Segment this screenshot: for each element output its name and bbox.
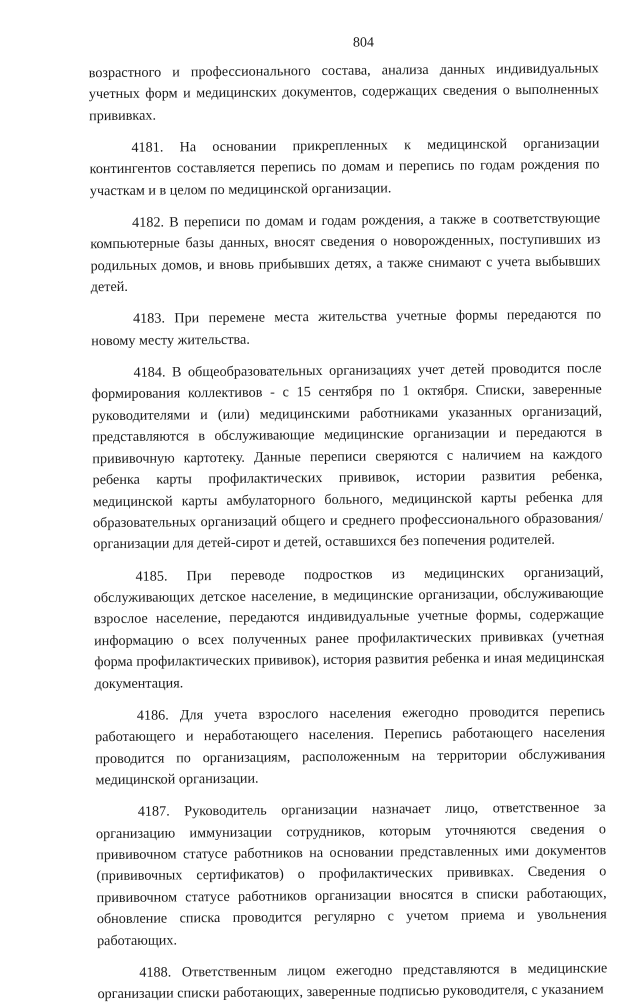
paragraph-4188: 4188. Ответственным лицом ежегодно представляются в медицинские организации списки работающих, заверенные подписью руководителя, с указанием [97,960,608,1003]
paragraph-4185: 4185. При переводе подростков из медицинских организаций, обслуживающих детское население, в медицинские организации, обслуживающие взрослое население, передаются индивидуальные учетные формы, содержащие информацию о всех полученных ранее профилактических прививках (учетная форма профилактических прививок), история развития ребенка и иная медицинская документация. [93,563,605,692]
paragraph-4187: 4187. Руководитель организации назначает лицо, ответственное за организацию иммунизации сотрудников, которым уточняются сведения о прививочном статусе работников на основании представленных ими документов (прививочных сертификатов) о профилактических прививках. Сведения о прививочном статусе работников организации вносятся в списки работающих, обновление списка проводится регулярно с учетом приема и увольнения работающих. [95,799,607,949]
paragraph-4183: 4183. При перемене места жительства учетные формы передаются по новому месту жительства. [91,306,602,350]
paragraph-4186: 4186. Для учета взрослого населения ежегодно проводится перепись работающего и неработающего населения. Перепись работающего населения проводится по организациям, расположенным на территории обслуживания медицинской организации. [94,703,606,789]
paragraph-4184: 4184. В общеобразовательных организациях учет детей проводится после формирования коллективов - с 15 сентября по 1 октября. Списки, заверенные руководителями и (или) медицинскими работниками указанных организаций, представляются в обслуживающие медицинские организации и передаются в прививочную картотеку. Данные переписи сверяются с наличием на каждого ребенка карты профилактических прививок, истории развития ребенка, медицинской карты амбулаторного больного, медицинской карты ребенка для образовательных организаций общего и среднего профессионального образования/ организации для детей-сирот и детей, оставшихся без попечения родителей. [91,360,604,553]
paragraph-continuation: возрастного и профессионального состава, анализа данных индивидуальных учетных форм и медицинских документов, содержащих сведения о выполненных прививках. [88,60,599,125]
paragraph-4182: 4182. В переписи по домам и годам рождения, а также в соответствующие компьютерные базы данных, вносят сведения о новорожденных, поступивших из родильных домов, и вновь прибывших детях, а также снимают с учета выбывших детей. [90,210,601,296]
paragraph-4181: 4181. На основании прикрепленных к медицинской организации контингентов составляется перепись по домам и перепись по годам рождения по участкам и в целом по медицинской организации. [89,135,600,200]
page-number: 804 [352,35,374,51]
